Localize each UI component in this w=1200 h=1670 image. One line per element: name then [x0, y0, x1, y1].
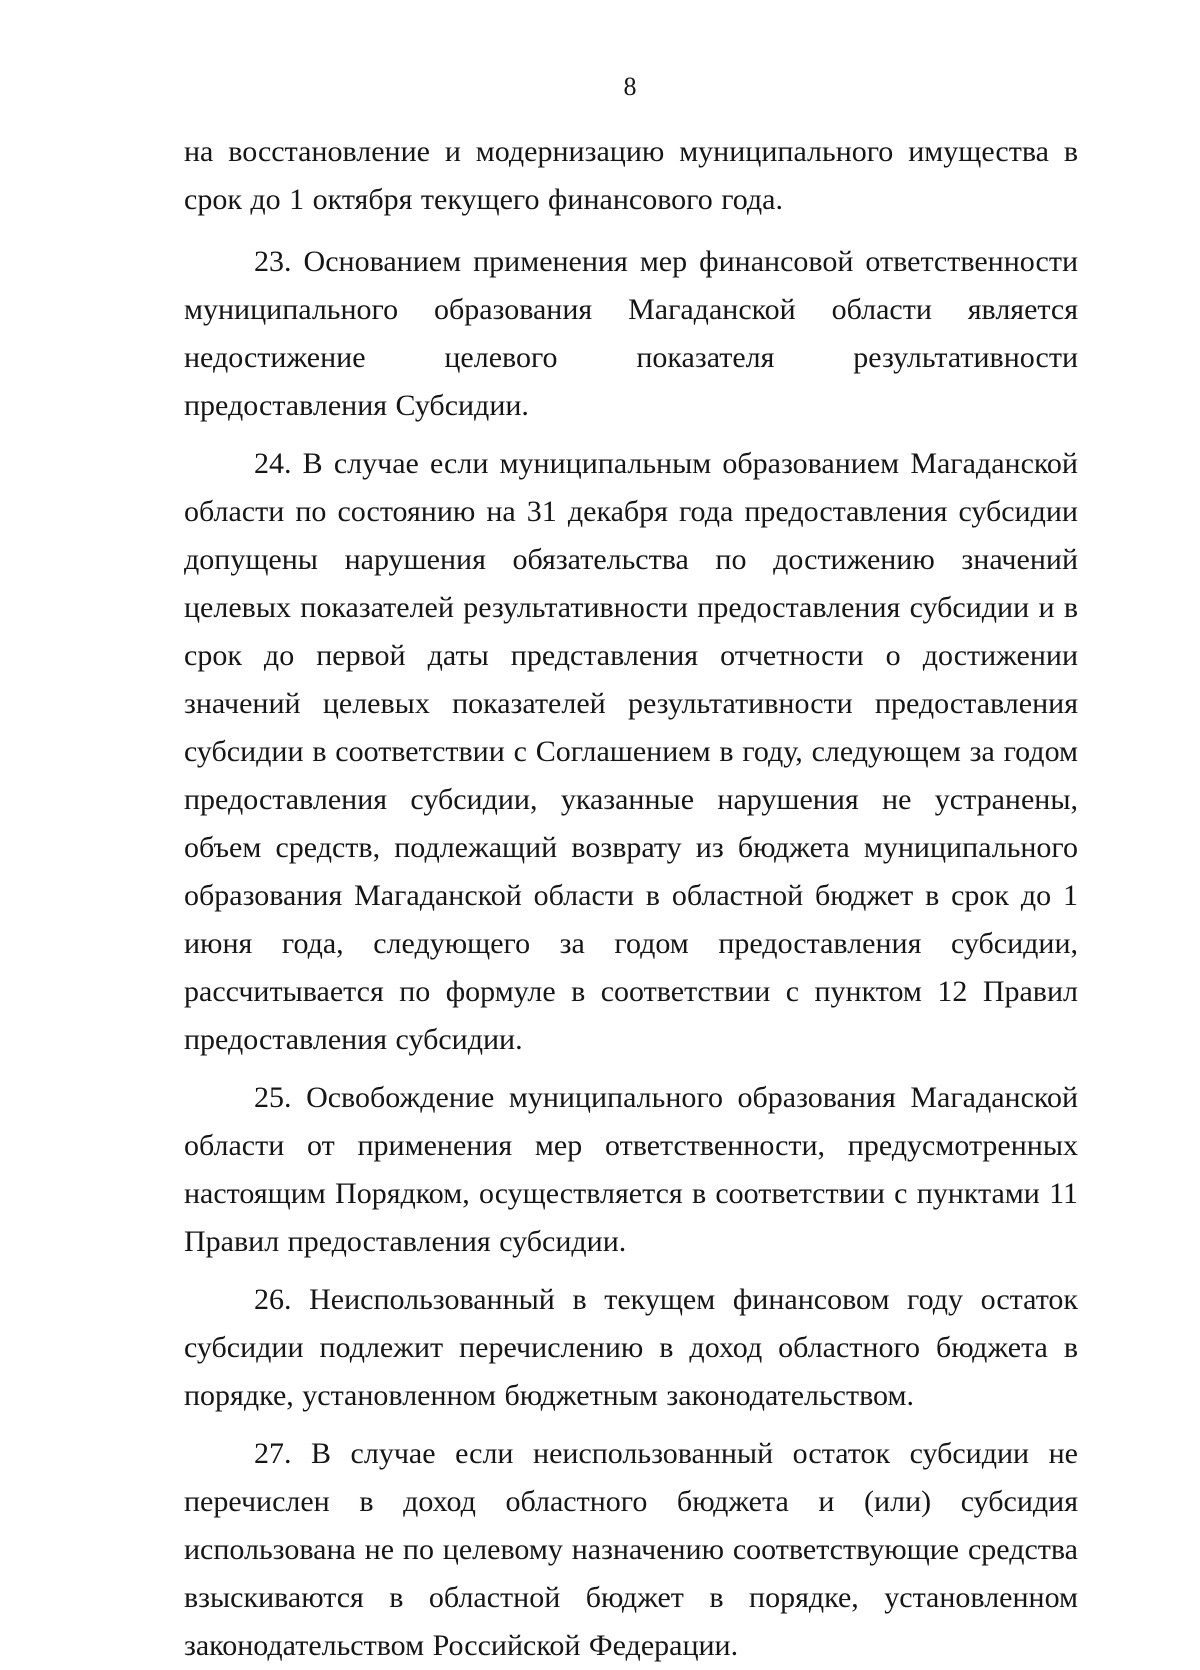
- page-number: 8: [623, 72, 637, 101]
- paragraph-27: 27. В случае если неиспользованный остаток субсидии не перечислен в доход областного бюджета и (или) субсидия использована не по целевому назначению соответствующие средства взыскиваются в областной бюджет в порядке, установленном законодательством Российской Федерации.: [184, 1437, 1078, 1662]
- paragraph-23: 23. Основанием применения мер финансовой ответственности муниципального образования Магаданской области является недостижение целевого показателя результативности предоставления Субсидии.: [184, 245, 1078, 422]
- paragraph-continuation: на восстановление и модернизацию муниципального имущества в срок до 1 октября текущего финансового года.: [184, 135, 1078, 216]
- paragraph-25: 25. Освобождение муниципального образования Магаданской области от применения мер ответственности, предусмотренных настоящим Порядком, осуществляется в соответствии с пунктами 11 Правил предоставления субсидии.: [184, 1081, 1078, 1258]
- paragraph-24: 24. В случае если муниципальным образованием Магаданской области по состоянию на 31 декабря года предоставления субсидии допущены нарушения обязательства по достижению значений целевых показателей результативности предоставления субсидии и в срок до первой даты представления отчетности о достижении значений целевых показателей результативности предоставления субсидии в соответствии с Соглашением в году, следующем за годом предоставления субсидии, указанные нарушения не устранены, объем средств, подлежащий возврату из бюджета муниципального образования Магаданской области в областной бюджет в срок до 1 июня года, следующего за годом предоставления субсидии, рассчитывается по формуле в соответствии с пунктом 12 Правил предоставления субсидии.: [184, 447, 1078, 1056]
- paragraph-26: 26. Неиспользованный в текущем финансовом году остаток субсидии подлежит перечислению в доход областного бюджета в порядке, установленном бюджетным законодательством.: [184, 1283, 1078, 1412]
- document-body: [184, 128, 1078, 1670]
